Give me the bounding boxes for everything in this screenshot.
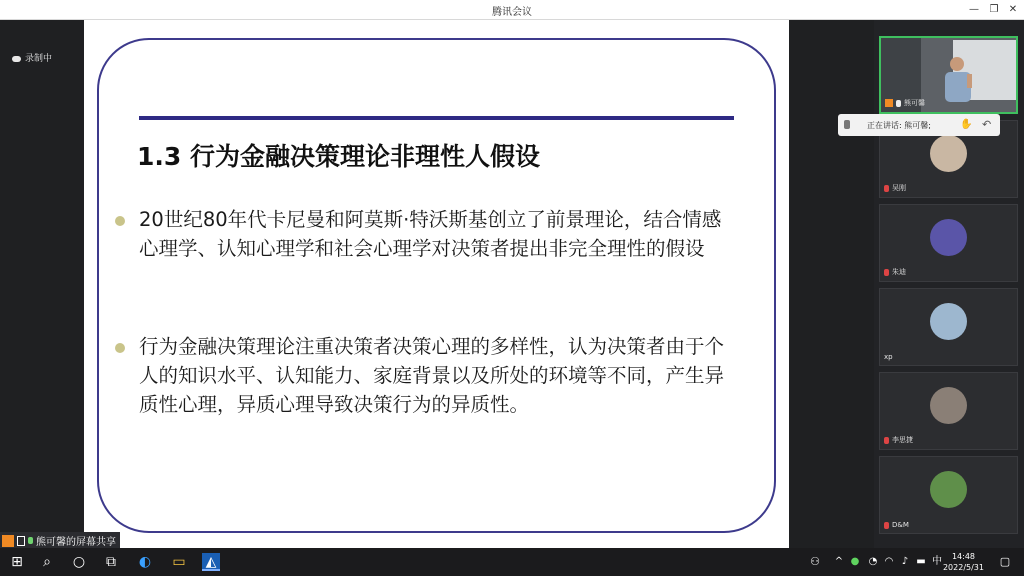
mic-muted-icon (884, 185, 889, 192)
participant-name-tag (884, 353, 893, 361)
participant-name-tag (884, 435, 913, 445)
bullet-icon (115, 216, 125, 226)
mic-muted-icon (884, 522, 889, 529)
participant-tile[interactable] (879, 204, 1018, 282)
participant-tile-video[interactable] (879, 36, 1018, 114)
show-hidden-icons[interactable]: ^ (834, 556, 844, 567)
minimize-button[interactable]: — (969, 4, 979, 15)
bullet-text: 20世纪80年代卡尼曼和阿莫斯·特沃斯基创立了前景理论，结合情感心理学、认知心理学和社会心理学对决策者提出非完全理性的假设 (139, 208, 722, 260)
avatar (930, 135, 967, 172)
screen-share-label[interactable] (0, 532, 120, 548)
wechat-icon[interactable]: ● (850, 556, 860, 567)
recording-label: 录制中 (25, 54, 53, 64)
slide-heading: 1.3 行为金融决策理论非理性人假设 (137, 142, 540, 171)
cortana-icon[interactable]: ○ (72, 554, 86, 570)
avatar (930, 387, 967, 424)
participant-name-tag (884, 267, 906, 277)
participant-name: D&M (892, 521, 909, 529)
volume-icon[interactable]: ♪ (901, 556, 909, 567)
slide-frame (97, 38, 776, 533)
app-tray-icon[interactable]: ◔ (868, 556, 878, 567)
mic-icon (28, 537, 33, 544)
avatar (930, 471, 967, 508)
participant-name: 朱迪 (892, 268, 906, 276)
back-arrow-icon[interactable]: ↶ (982, 118, 992, 131)
file-explorer-icon[interactable]: ▭ (172, 554, 186, 570)
mic-icon (844, 120, 850, 129)
edge-browser-icon[interactable]: ◐ (138, 554, 152, 570)
ime-indicator[interactable]: 中 (932, 556, 942, 567)
participant-name-tag (884, 183, 906, 193)
window-titlebar (0, 0, 1024, 20)
recording-indicator[interactable] (12, 51, 52, 64)
bullet-text: 行为金融决策理论注重决策者决策心理的多样性，认为决策者由于个人的知识水平、认知能力、家庭背景以及所处的环境等不同，产生异质性心理，异质心理导致决策行为的异质性。 (139, 335, 725, 416)
participant-tile[interactable] (879, 288, 1018, 366)
notification-icon[interactable]: ▢ (999, 555, 1011, 568)
participant-tile[interactable] (879, 372, 1018, 450)
clock-time: 14:48 (951, 552, 976, 561)
participant-tile[interactable] (879, 456, 1018, 534)
heading-rule (139, 116, 734, 120)
mic-icon (896, 100, 901, 107)
screen-share-text: 熊可馨的屏幕共享 (36, 537, 116, 548)
tencent-meeting-icon[interactable]: ◭ (202, 553, 220, 571)
participant-name-tag (885, 98, 925, 108)
speaking-label: 正在讲话: 熊可馨; (867, 121, 931, 130)
hand-icon[interactable]: ✋ (960, 119, 973, 130)
shared-screen-area (0, 20, 874, 548)
mic-muted-icon (884, 437, 889, 444)
maximize-button[interactable]: ❐ (989, 4, 999, 15)
participant-name-tag (884, 521, 909, 529)
avatar (930, 303, 967, 340)
cloud-icon (12, 56, 21, 62)
participant-name: xp (884, 353, 893, 361)
bullet-icon (115, 343, 125, 353)
taskbar (0, 548, 1024, 576)
clock-date: 2022/5/31 (942, 563, 984, 572)
participant-name: 吴刚 (892, 184, 906, 192)
participant-panel (874, 20, 1024, 548)
screen-icon (17, 536, 25, 546)
user-icon (2, 535, 14, 547)
windows-start-icon[interactable]: ⊞ (11, 554, 23, 570)
participant-name: 李思捷 (892, 436, 913, 444)
presentation-slide (84, 20, 789, 548)
mic-muted-icon (884, 269, 889, 276)
search-icon[interactable]: ⌕ (43, 554, 51, 570)
network-icon[interactable]: ◠ (884, 556, 894, 567)
people-icon[interactable]: ⚇ (810, 555, 820, 568)
close-button[interactable]: ✕ (1008, 4, 1018, 15)
battery-icon[interactable]: ▬ (916, 556, 926, 567)
host-icon (885, 99, 893, 107)
participant-name: 熊可馨 (904, 99, 925, 107)
speaking-indicator (838, 114, 1000, 136)
task-view-icon[interactable]: ⧉ (106, 554, 116, 570)
avatar (930, 219, 967, 256)
window-title: 腾讯会议 (492, 7, 532, 18)
system-clock[interactable] (943, 551, 984, 573)
